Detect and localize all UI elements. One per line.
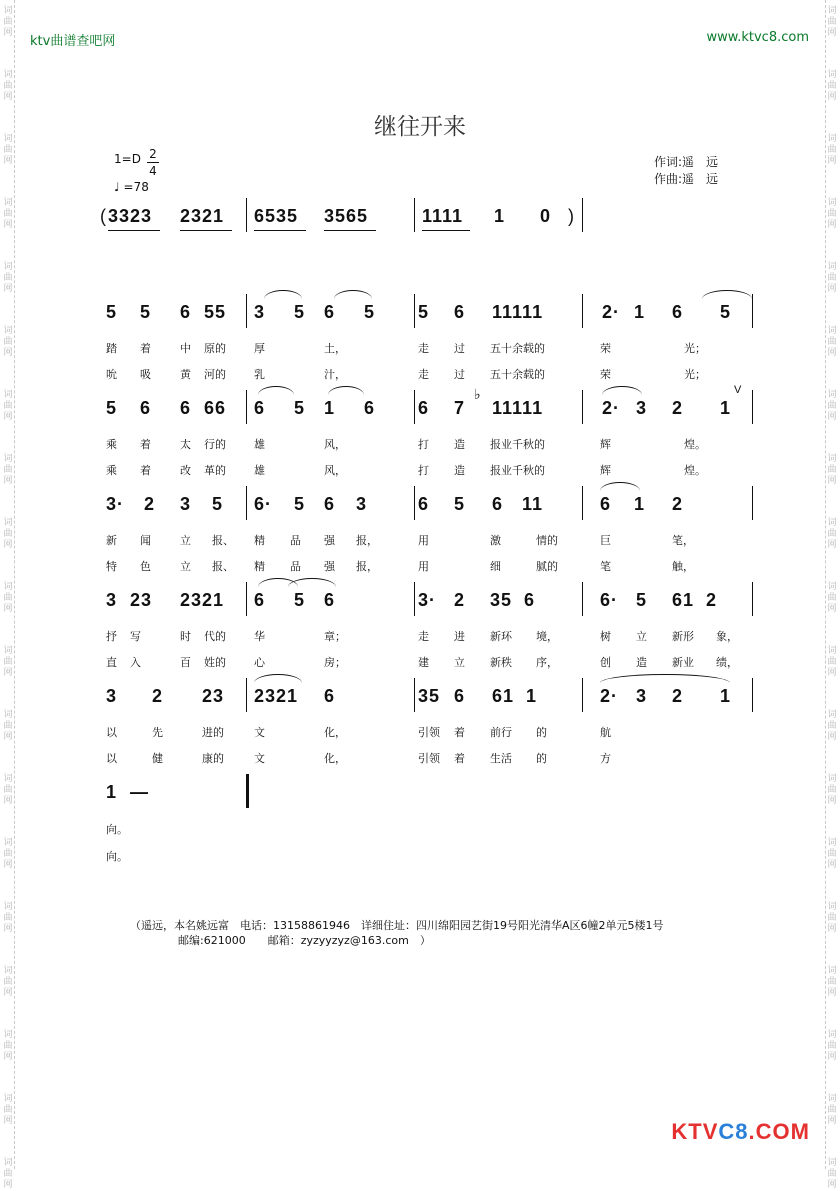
lyric-syllable: 乘 [106, 464, 117, 477]
lyric-syllable: 绩， [716, 656, 738, 669]
watermark-stamp: 词 曲 网 [827, 198, 837, 230]
watermark-stamp: 词 曲 网 [3, 774, 13, 806]
lyric-syllable: 太 [180, 438, 191, 451]
note: 5 [106, 302, 118, 322]
note: 35 [418, 686, 441, 706]
note: 2321 [254, 686, 299, 706]
lyric-syllable: 进的 [202, 726, 224, 739]
lyric-syllable: 树 [600, 630, 611, 643]
note: 23 [202, 686, 225, 706]
note: 2 [672, 494, 684, 514]
composer-credit: 作曲:遥 远 [654, 172, 719, 186]
note: 2· [600, 686, 619, 706]
note: 5 [636, 590, 648, 610]
note: 5 [106, 398, 118, 418]
note: — [130, 782, 149, 802]
slur [600, 482, 640, 491]
slur [702, 290, 752, 299]
slur [254, 674, 302, 683]
note: 2 [706, 590, 718, 610]
barline [246, 678, 247, 712]
lyric-syllable: 打 [418, 464, 429, 477]
underline [254, 230, 306, 231]
lyric-syllable: 土， [324, 342, 346, 355]
lyric-syllable: 境， [536, 630, 558, 643]
lyric-syllable: 方 [600, 752, 611, 765]
note: 1 [634, 494, 646, 514]
watermark-stamp: 词 曲 网 [3, 966, 13, 998]
barline [246, 774, 249, 808]
note: 3· [418, 590, 437, 610]
slur [258, 578, 298, 587]
note: 3· [106, 494, 125, 514]
watermark-stamp: 词 曲 网 [827, 774, 837, 806]
lyric-syllable: 吮 [106, 368, 117, 381]
lyric-syllable: 走 [418, 342, 429, 355]
time-bottom: 4 [149, 164, 157, 178]
lyric-syllable: 精 [254, 560, 265, 573]
note: 6 [254, 398, 266, 418]
lyric-syllable: 过 [454, 342, 465, 355]
lyric-syllable: 生活 [490, 752, 512, 765]
note: 3 [106, 590, 118, 610]
lyric-syllable: 强 [324, 534, 335, 547]
note: 6 [140, 398, 152, 418]
lyric-syllable: 百 [180, 656, 191, 669]
watermark-stamp: 词 曲 网 [3, 902, 13, 934]
intro-note: 1111 [422, 206, 464, 226]
lyric-syllable: 用 [418, 534, 429, 547]
lyric-syllable: 先 [152, 726, 163, 739]
lyric-syllable: 引领 [418, 726, 440, 739]
lyric-syllable: 造 [454, 438, 465, 451]
intro-open-paren: ( [100, 206, 107, 226]
lyric-syllable: 向。 [106, 823, 128, 836]
barline [414, 678, 415, 712]
watermark-stamp: 词 曲 网 [3, 838, 13, 870]
lyric-syllable: 向。 [106, 850, 128, 863]
note: 6 [524, 590, 536, 610]
note: 5 [294, 302, 306, 322]
note: 5 [294, 494, 306, 514]
lyric-syllable: 特 [106, 560, 117, 573]
lyric-syllable: 引领 [418, 752, 440, 765]
intro-note: 1 [494, 206, 506, 226]
quarter-note-icon: ♩ [114, 180, 120, 194]
site-url[interactable]: www.ktvc8.com [706, 30, 809, 45]
note: 6 [600, 494, 612, 514]
lyric-syllable: 辉 [600, 438, 611, 451]
lyric-syllable: 乘 [106, 438, 117, 451]
note: 3 [356, 494, 368, 514]
note: 3 [180, 494, 192, 514]
lyric-syllable: 直 [106, 656, 117, 669]
lyric-syllable: 色 [140, 560, 151, 573]
note: 6 [364, 398, 376, 418]
lyric-syllable: 进 [454, 630, 465, 643]
slur [328, 386, 364, 395]
lyric-syllable: 品 [290, 534, 301, 547]
barline [246, 198, 247, 232]
note: 6 [324, 686, 336, 706]
watermark-stamp: 词 曲 网 [827, 518, 837, 550]
lyric-syllable: 立 [180, 560, 191, 573]
lyric-syllable: 报、 [212, 560, 234, 573]
watermark-stamp: 词 曲 网 [3, 6, 13, 38]
lyric-syllable: 报业千秋的 [490, 464, 545, 477]
watermark-stamp: 词 曲 网 [3, 582, 13, 614]
watermark-stamp: 词 曲 网 [827, 326, 837, 358]
lyric-syllable: 吸 [140, 368, 151, 381]
lyric-syllable: 以 [106, 726, 117, 739]
watermark-stamp: 词 曲 网 [3, 198, 13, 230]
lyric-syllable: 用 [418, 560, 429, 573]
lyric-syllable: 新秩 [490, 656, 512, 669]
watermark-stamp: 词 曲 网 [827, 1030, 837, 1062]
watermark-stamp: 词 曲 网 [827, 710, 837, 742]
slur [334, 290, 372, 299]
lyric-syllable: 着 [140, 438, 151, 451]
watermark-stamp: 词 曲 网 [827, 1158, 837, 1190]
lyric-syllable: 文 [254, 752, 265, 765]
watermark-stamp: 词 曲 网 [3, 262, 13, 294]
lyric-syllable: 汁， [324, 368, 346, 381]
flat-sign: ♭ [474, 386, 482, 402]
note: 61 [672, 590, 695, 610]
note: 2· [602, 398, 621, 418]
lyric-syllable: 厚 [254, 342, 265, 355]
watermark-stamp: 词 曲 网 [827, 70, 837, 102]
underline [108, 230, 160, 231]
barline [414, 198, 415, 232]
lyricist-credit: 作词:遥 远 [654, 155, 719, 169]
lyric-syllable: 健 [152, 752, 163, 765]
underline [422, 230, 470, 231]
lyric-syllable: 化， [324, 726, 346, 739]
note: 2 [152, 686, 164, 706]
lyric-syllable: 的 [536, 726, 547, 739]
note: 1 [720, 398, 732, 418]
note: 2 [672, 686, 684, 706]
watermark-stamp: 词 曲 网 [827, 1094, 837, 1126]
lyric-syllable: 前行 [490, 726, 512, 739]
note: 61 [492, 686, 515, 706]
lyric-syllable: 腻的 [536, 560, 558, 573]
lyric-syllable: 乳 [254, 368, 265, 381]
barline [246, 582, 247, 616]
note: 3 [636, 686, 648, 706]
lyric-syllable: 创 [600, 656, 611, 669]
lyric-syllable: 着 [454, 752, 465, 765]
lyric-syllable: 触， [672, 560, 694, 573]
note: 1 [634, 302, 646, 322]
note: 6 [180, 398, 192, 418]
lyric-syllable: 光； [684, 368, 706, 381]
lyric-syllable: 原的 [204, 342, 226, 355]
note: 6 [180, 302, 192, 322]
watermark-stamp: 词 曲 网 [3, 1030, 13, 1062]
underline [324, 230, 376, 231]
note: 5 [418, 302, 430, 322]
lyric-syllable: 造 [636, 656, 647, 669]
lyric-syllable: 雄 [254, 438, 265, 451]
lyric-syllable: 华 [254, 630, 265, 643]
lyric-syllable: 笔， [672, 534, 694, 547]
watermark-stamp: 词 曲 网 [3, 518, 13, 550]
lyric-syllable: 巨 [600, 534, 611, 547]
note: 11111 [492, 398, 544, 418]
barline [582, 678, 583, 712]
note: 2 [454, 590, 466, 610]
lyric-syllable: 过 [454, 368, 465, 381]
watermark-stamp: 词 曲 网 [3, 1094, 13, 1126]
watermark-stamp: 词 曲 网 [827, 582, 837, 614]
lyric-syllable: 打 [418, 438, 429, 451]
barline [246, 486, 247, 520]
lyric-syllable: 中 [180, 342, 191, 355]
barline [582, 294, 583, 328]
note: 55 [204, 302, 227, 322]
contact-line-2: 邮编:621000 邮箱：zyzyyzyz@163.com ） [178, 934, 431, 947]
barline [582, 198, 583, 232]
lyric-syllable: 细 [490, 560, 501, 573]
lyric-syllable: 走 [418, 368, 429, 381]
note: 5 [454, 494, 466, 514]
lyric-syllable: 煌。 [684, 464, 706, 477]
lyric-syllable: 革的 [204, 464, 226, 477]
lyric-syllable: 以 [106, 752, 117, 765]
intro-close-paren: ) [568, 206, 575, 226]
note: 1 [720, 686, 732, 706]
lyric-syllable: 强 [324, 560, 335, 573]
note: 6 [492, 494, 504, 514]
note: 66 [204, 398, 227, 418]
watermark-stamp: 词 曲 网 [3, 134, 13, 166]
lyric-syllable: 精 [254, 534, 265, 547]
note: 5 [294, 398, 306, 418]
lyric-syllable: 抒 [106, 630, 117, 643]
lyric-syllable: 新 [106, 534, 117, 547]
lyric-syllable: 心 [254, 656, 265, 669]
lyric-syllable: 五十余载的 [490, 342, 545, 355]
time-signature [146, 146, 160, 179]
barline [752, 678, 753, 712]
barline [246, 294, 247, 328]
lyric-syllable: 章； [324, 630, 346, 643]
note: 5 [140, 302, 152, 322]
lyric-syllable: 新环 [490, 630, 512, 643]
lyric-syllable: 行的 [204, 438, 226, 451]
lyric-syllable: 着 [140, 342, 151, 355]
slur [264, 290, 302, 299]
lyric-syllable: 着 [140, 464, 151, 477]
note: 6· [600, 590, 619, 610]
barline [752, 390, 753, 424]
lyric-syllable: 房； [324, 656, 346, 669]
lyric-syllable: 荣 [600, 342, 611, 355]
lyric-syllable: 河的 [204, 368, 226, 381]
tempo-value: =78 [123, 180, 149, 194]
note: 1 [106, 782, 118, 802]
lyric-syllable: 荣 [600, 368, 611, 381]
barline [246, 390, 247, 424]
barline [414, 582, 415, 616]
note: 2 [672, 398, 684, 418]
watermark-stamp: 词 曲 网 [3, 326, 13, 358]
lyric-syllable: 立 [180, 534, 191, 547]
note: 6 [672, 302, 684, 322]
lyric-syllable: 造 [454, 464, 465, 477]
lyric-syllable: 笔 [600, 560, 611, 573]
watermark-stamp: 词 曲 网 [827, 390, 837, 422]
note: 11 [522, 494, 544, 514]
lyric-syllable: 黄 [180, 368, 191, 381]
key-signature: 1=D [114, 152, 141, 166]
note: 5 [212, 494, 224, 514]
lyric-syllable: 报， [356, 560, 378, 573]
lyric-syllable: 航 [600, 726, 611, 739]
lyric-syllable: 雄 [254, 464, 265, 477]
note: 6 [454, 302, 466, 322]
watermark-stamp: 词 曲 网 [827, 454, 837, 486]
barline [752, 486, 753, 520]
barline [582, 390, 583, 424]
note: 3 [636, 398, 648, 418]
song-title: 继往开来 [374, 114, 466, 140]
lyric-syllable: 姓的 [204, 656, 226, 669]
contact-line: （遥远，本名姚远富 电话：13158861946 详细住址：四川绵阳园艺街19号阳光清华A区6幢2单元5楼1号 [130, 919, 664, 932]
note: 6· [254, 494, 273, 514]
barline [752, 582, 753, 616]
barline [582, 582, 583, 616]
watermark-stamp: 词 曲 网 [3, 454, 13, 486]
watermark-stamp: 词 曲 网 [3, 390, 13, 422]
slur [600, 674, 730, 683]
lyric-syllable: 立 [454, 656, 465, 669]
note: 5 [294, 590, 306, 610]
tempo-mark [114, 180, 149, 194]
intro-note: 2321 [180, 206, 225, 226]
intro-rest: 0 [540, 206, 552, 226]
lyric-syllable: 的 [536, 752, 547, 765]
note: 6 [324, 590, 336, 610]
watermark-stamp: 词 曲 网 [827, 902, 837, 934]
note: 6 [418, 398, 430, 418]
note: 6 [324, 494, 336, 514]
watermark-stamp: 词 曲 网 [827, 838, 837, 870]
site-name[interactable]: ktv曲谱查吧网 [30, 34, 116, 49]
watermark-stamp: 词 曲 网 [827, 262, 837, 294]
lyric-syllable: 建 [418, 656, 429, 669]
note: 6 [418, 494, 430, 514]
lyric-syllable: 品 [290, 560, 301, 573]
watermark-stamp: 词 曲 网 [3, 710, 13, 742]
lyric-syllable: 康的 [202, 752, 224, 765]
note: 11111 [492, 302, 544, 322]
lyric-syllable: 序， [536, 656, 558, 669]
barline [414, 486, 415, 520]
note: 2321 [180, 590, 225, 610]
note: 6 [324, 302, 336, 322]
slur [602, 386, 642, 395]
lyric-syllable: 代的 [204, 630, 226, 643]
note: 5 [720, 302, 732, 322]
lyric-syllable: 立 [636, 630, 647, 643]
note: 35 [490, 590, 513, 610]
note: 1 [526, 686, 538, 706]
note: 3 [106, 686, 118, 706]
barline [414, 390, 415, 424]
note: 6 [454, 686, 466, 706]
barline [752, 294, 753, 328]
watermark-stamp: 词 曲 网 [3, 646, 13, 678]
lyric-syllable: 改 [180, 464, 191, 477]
lyric-syllable: 风， [324, 464, 346, 477]
watermark-stamp: 词 曲 网 [3, 1158, 13, 1190]
lyric-syllable: 辉 [600, 464, 611, 477]
note: 23 [130, 590, 153, 610]
lyric-syllable: 新业 [672, 656, 694, 669]
lyric-syllable: 风， [324, 438, 346, 451]
underline [180, 230, 232, 231]
intro-note: 6535 [254, 206, 299, 226]
ktvc8-logo[interactable]: KTVC8.COM [671, 1119, 810, 1144]
lyric-syllable: 走 [418, 630, 429, 643]
lyric-syllable: 象， [716, 630, 738, 643]
lyric-syllable: 新形 [672, 630, 694, 643]
lyric-syllable: 文 [254, 726, 265, 739]
lyric-syllable: 闻 [140, 534, 151, 547]
barline [414, 294, 415, 328]
note: 7 [454, 398, 466, 418]
lyric-syllable: 报、 [212, 534, 234, 547]
watermark-stamp: 词 曲 网 [827, 646, 837, 678]
note: 6 [254, 590, 266, 610]
lyric-syllable: 时 [180, 630, 191, 643]
lyric-syllable: 入 [130, 656, 141, 669]
breath-mark: V [734, 384, 743, 396]
lyric-syllable: 煌。 [684, 438, 706, 451]
note: 2· [602, 302, 621, 322]
lyric-syllable: 化， [324, 752, 346, 765]
lyric-syllable: 写 [130, 630, 141, 643]
lyric-syllable: 着 [454, 726, 465, 739]
slur [258, 386, 294, 395]
lyric-syllable: 五十余载的 [490, 368, 545, 381]
note: 3 [254, 302, 266, 322]
note: 1 [324, 398, 336, 418]
lyric-syllable: 报， [356, 534, 378, 547]
watermark-stamp: 词 曲 网 [827, 6, 837, 38]
intro-note: 3565 [324, 206, 369, 226]
lyric-syllable: 情的 [536, 534, 558, 547]
lyric-syllable: 报业千秋的 [490, 438, 545, 451]
watermark-stamp: 词 曲 网 [827, 966, 837, 998]
intro-note: 3323 [108, 206, 153, 226]
lyric-syllable: 激 [490, 534, 501, 547]
time-top: 2 [149, 147, 157, 161]
note: 2 [144, 494, 156, 514]
watermark-stamp: 词 曲 网 [3, 70, 13, 102]
note: 5 [364, 302, 376, 322]
lyric-syllable: 踏 [106, 342, 117, 355]
lyric-syllable: 光； [684, 342, 706, 355]
barline [582, 486, 583, 520]
watermark-stamp: 词 曲 网 [827, 134, 837, 166]
